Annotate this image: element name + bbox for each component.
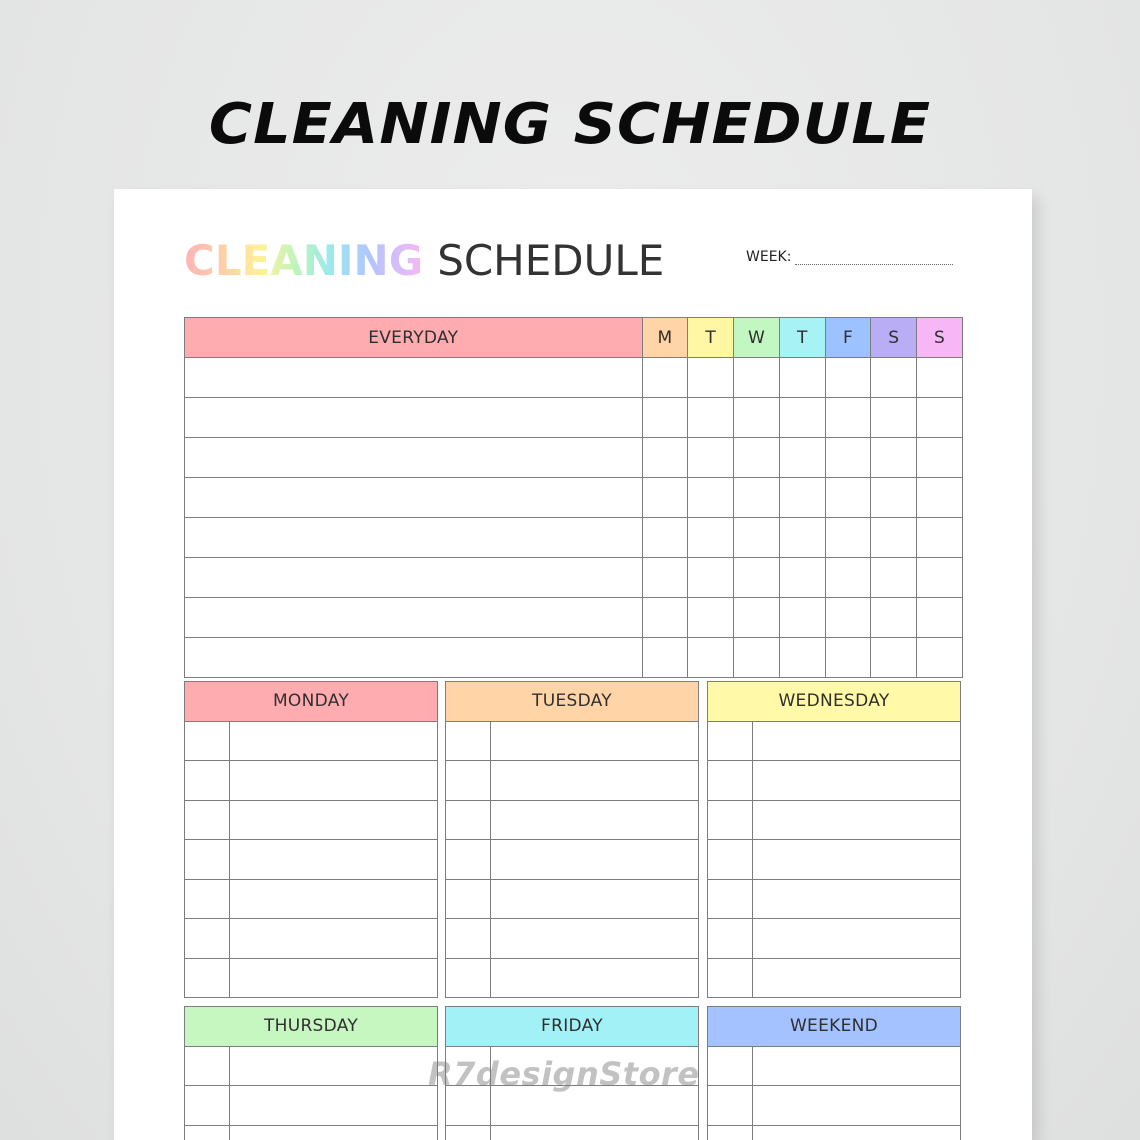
day-header-f: F (825, 318, 871, 358)
section-check-cell[interactable] (185, 761, 230, 801)
section-check-cell[interactable] (708, 1125, 753, 1140)
section-task-cell[interactable] (230, 879, 438, 919)
section-header-weekend: WEEKEND (708, 1007, 961, 1047)
everyday-check-cell[interactable] (642, 478, 688, 518)
section-check-cell[interactable] (708, 800, 753, 840)
everyday-task-cell[interactable] (185, 638, 643, 678)
section-task-cell[interactable] (230, 840, 438, 880)
everyday-check-cell[interactable] (688, 438, 734, 478)
section-row (446, 958, 699, 998)
section-task-cell[interactable] (230, 1125, 438, 1140)
day-header-t: T (688, 318, 734, 358)
everyday-check-cell[interactable] (642, 638, 688, 678)
section-task-cell[interactable] (230, 1046, 438, 1086)
everyday-check-cell[interactable] (825, 438, 871, 478)
everyday-check-cell[interactable] (688, 558, 734, 598)
section-row (446, 761, 699, 801)
section-check-cell[interactable] (708, 721, 753, 761)
section-task-cell[interactable] (753, 1046, 961, 1086)
section-task-cell[interactable] (753, 1086, 961, 1126)
section-table-wednesday (707, 681, 961, 998)
section-row (446, 721, 699, 761)
section-table-weekend (707, 1006, 961, 1140)
everyday-check-cell[interactable] (688, 358, 734, 398)
section-row (708, 1125, 961, 1140)
everyday-row (185, 558, 963, 598)
section-task-cell[interactable] (753, 1125, 961, 1140)
everyday-check-cell[interactable] (688, 638, 734, 678)
section-row (446, 919, 699, 959)
everyday-check-cell[interactable] (642, 358, 688, 398)
everyday-check-cell[interactable] (688, 598, 734, 638)
section-task-cell[interactable] (491, 1125, 699, 1140)
everyday-check-cell[interactable] (917, 478, 963, 518)
day-header-s: S (917, 318, 963, 358)
section-check-cell[interactable] (185, 919, 230, 959)
section-task-cell[interactable] (753, 840, 961, 880)
everyday-check-cell[interactable] (871, 598, 917, 638)
section-check-cell[interactable] (446, 879, 491, 919)
section-row (708, 800, 961, 840)
everyday-check-cell[interactable] (779, 518, 825, 558)
section-row (708, 919, 961, 959)
everyday-check-cell[interactable] (871, 398, 917, 438)
everyday-check-cell[interactable] (825, 638, 871, 678)
week-label: WEEK: (746, 249, 792, 265)
day-header-w: W (734, 318, 780, 358)
section-task-cell[interactable] (230, 958, 438, 998)
section-check-cell[interactable] (708, 919, 753, 959)
everyday-check-cell[interactable] (871, 638, 917, 678)
section-row (708, 958, 961, 998)
everyday-row (185, 598, 963, 638)
everyday-check-cell[interactable] (734, 518, 780, 558)
everyday-check-cell[interactable] (779, 438, 825, 478)
section-header-tuesday: TUESDAY (446, 682, 699, 722)
section-task-cell[interactable] (753, 761, 961, 801)
everyday-task-cell[interactable] (185, 438, 643, 478)
section-check-cell[interactable] (446, 800, 491, 840)
section-check-cell[interactable] (708, 958, 753, 998)
section-row (185, 761, 438, 801)
week-write-line[interactable] (795, 250, 953, 265)
watermark: R7designStore (428, 1055, 700, 1093)
everyday-check-cell[interactable] (779, 398, 825, 438)
section-check-cell[interactable] (446, 919, 491, 959)
everyday-check-cell[interactable] (917, 438, 963, 478)
everyday-task-cell[interactable] (185, 358, 643, 398)
section-check-cell[interactable] (708, 1046, 753, 1086)
section-task-cell[interactable] (753, 721, 961, 761)
everyday-row (185, 398, 963, 438)
sheet-title-rainbow-word: CLEANING (184, 235, 424, 285)
section-task-cell[interactable] (491, 879, 699, 919)
section-task-cell[interactable] (491, 919, 699, 959)
section-row (185, 1125, 438, 1140)
everyday-task-cell[interactable] (185, 558, 643, 598)
everyday-check-cell[interactable] (825, 558, 871, 598)
everyday-check-cell[interactable] (734, 558, 780, 598)
sheet-title-word: SCHEDULE (437, 235, 665, 285)
day-header-t: T (779, 318, 825, 358)
section-header-friday: FRIDAY (446, 1007, 699, 1047)
page-headline: CLEANING SCHEDULE (208, 92, 932, 157)
section-check-cell[interactable] (185, 1046, 230, 1086)
section-row (185, 840, 438, 880)
everyday-check-cell[interactable] (642, 558, 688, 598)
section-row (446, 840, 699, 880)
everyday-check-cell[interactable] (871, 438, 917, 478)
section-check-cell[interactable] (446, 761, 491, 801)
section-task-cell[interactable] (491, 800, 699, 840)
schedule-sheet (114, 189, 1032, 1140)
everyday-check-cell[interactable] (779, 598, 825, 638)
section-check-cell[interactable] (185, 1086, 230, 1126)
everyday-row (185, 478, 963, 518)
everyday-check-cell[interactable] (917, 358, 963, 398)
section-row (708, 840, 961, 880)
section-table-tuesday (445, 681, 699, 998)
section-row (446, 800, 699, 840)
everyday-check-cell[interactable] (825, 358, 871, 398)
everyday-check-cell[interactable] (871, 518, 917, 558)
section-check-cell[interactable] (185, 800, 230, 840)
section-row (708, 1086, 961, 1126)
section-task-cell[interactable] (491, 761, 699, 801)
everyday-check-cell[interactable] (917, 598, 963, 638)
everyday-check-cell[interactable] (688, 478, 734, 518)
section-row (708, 761, 961, 801)
section-check-cell[interactable] (185, 1125, 230, 1140)
section-task-cell[interactable] (230, 721, 438, 761)
everyday-check-cell[interactable] (871, 558, 917, 598)
everyday-check-cell[interactable] (688, 518, 734, 558)
section-task-cell[interactable] (753, 958, 961, 998)
section-row (185, 1086, 438, 1126)
section-check-cell[interactable] (185, 879, 230, 919)
everyday-check-cell[interactable] (642, 518, 688, 558)
section-task-cell[interactable] (230, 1086, 438, 1126)
everyday-check-cell[interactable] (688, 398, 734, 438)
everyday-task-cell[interactable] (185, 518, 643, 558)
everyday-check-cell[interactable] (734, 598, 780, 638)
section-task-cell[interactable] (230, 800, 438, 840)
everyday-check-cell[interactable] (779, 638, 825, 678)
section-task-cell[interactable] (491, 840, 699, 880)
sheet-title (184, 235, 664, 285)
section-row (708, 879, 961, 919)
everyday-task-cell[interactable] (185, 598, 643, 638)
everyday-check-cell[interactable] (871, 478, 917, 518)
everyday-check-cell[interactable] (734, 398, 780, 438)
everyday-check-cell[interactable] (825, 398, 871, 438)
section-check-cell[interactable] (446, 840, 491, 880)
everyday-check-cell[interactable] (825, 518, 871, 558)
everyday-table (184, 317, 963, 678)
section-header-wednesday: WEDNESDAY (708, 682, 961, 722)
everyday-row (185, 638, 963, 678)
everyday-check-cell[interactable] (917, 638, 963, 678)
everyday-check-cell[interactable] (734, 638, 780, 678)
everyday-header: EVERYDAY (185, 318, 643, 358)
section-task-cell[interactable] (491, 721, 699, 761)
everyday-check-cell[interactable] (734, 478, 780, 518)
everyday-check-cell[interactable] (734, 438, 780, 478)
section-task-cell[interactable] (753, 919, 961, 959)
everyday-check-cell[interactable] (917, 398, 963, 438)
section-task-cell[interactable] (230, 919, 438, 959)
section-row (708, 721, 961, 761)
week-field (746, 249, 953, 265)
section-check-cell[interactable] (708, 1086, 753, 1126)
everyday-check-cell[interactable] (917, 558, 963, 598)
section-task-cell[interactable] (753, 879, 961, 919)
everyday-row (185, 518, 963, 558)
section-check-cell[interactable] (708, 761, 753, 801)
section-check-cell[interactable] (446, 958, 491, 998)
section-table-monday (184, 681, 438, 998)
day-header-m: M (642, 318, 688, 358)
section-check-cell[interactable] (446, 1125, 491, 1140)
everyday-check-cell[interactable] (642, 598, 688, 638)
section-table-thursday (184, 1006, 438, 1140)
section-task-cell[interactable] (753, 800, 961, 840)
section-row (185, 800, 438, 840)
everyday-check-cell[interactable] (917, 518, 963, 558)
section-check-cell[interactable] (708, 840, 753, 880)
everyday-task-cell[interactable] (185, 478, 643, 518)
section-check-cell[interactable] (446, 721, 491, 761)
section-row (446, 1125, 699, 1140)
everyday-check-cell[interactable] (779, 358, 825, 398)
everyday-check-cell[interactable] (642, 398, 688, 438)
section-row (446, 879, 699, 919)
everyday-check-cell[interactable] (734, 358, 780, 398)
section-row (185, 958, 438, 998)
section-row (708, 1046, 961, 1086)
day-header-s: S (871, 318, 917, 358)
section-row (185, 721, 438, 761)
section-row (185, 1046, 438, 1086)
everyday-check-cell[interactable] (825, 598, 871, 638)
everyday-row (185, 438, 963, 478)
section-check-cell[interactable] (185, 721, 230, 761)
section-task-cell[interactable] (230, 761, 438, 801)
section-header-monday: MONDAY (185, 682, 438, 722)
section-check-cell[interactable] (185, 958, 230, 998)
everyday-check-cell[interactable] (779, 478, 825, 518)
section-row (185, 879, 438, 919)
everyday-task-cell[interactable] (185, 398, 643, 438)
section-row (185, 919, 438, 959)
everyday-check-cell[interactable] (642, 438, 688, 478)
everyday-check-cell[interactable] (779, 558, 825, 598)
everyday-row (185, 358, 963, 398)
section-header-thursday: THURSDAY (185, 1007, 438, 1047)
section-task-cell[interactable] (491, 958, 699, 998)
everyday-check-cell[interactable] (871, 358, 917, 398)
everyday-check-cell[interactable] (825, 478, 871, 518)
section-check-cell[interactable] (185, 840, 230, 880)
section-check-cell[interactable] (708, 879, 753, 919)
